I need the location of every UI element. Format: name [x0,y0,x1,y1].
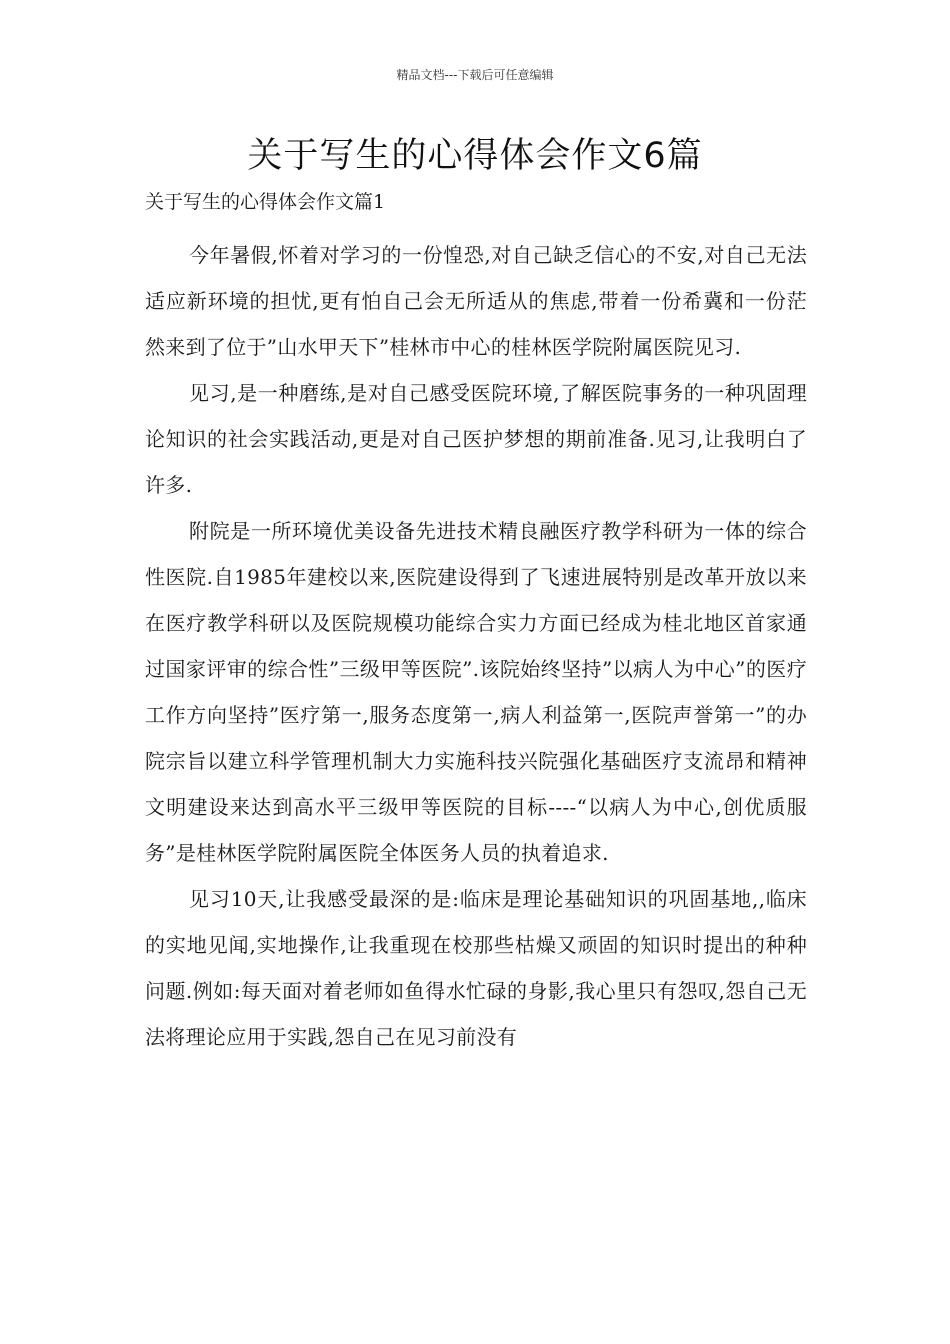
section-heading: 关于写生的心得体会作文篇1 [145,191,386,213]
document-body [145,232,807,1060]
paragraph: 附院是一所环境优美设备先进技术精良融医疗教学科研为一体的综合性医院.自1985年建校以来,医院建设得到了飞速进展特别是改革开放以来在医疗教学科研以及医院规模功能综合实力方面已经成为桂北地区首家通过国家评审的综合性”三级甲等医院”.该院始终坚持”以病人为中心”的医疗工作方向坚持”医疗第一,服务态度第一,病人利益第一,医院声誉第一”的办院宗旨以建立科学管理机制大力实施科技兴院强化基础医疗支流昂和精神文明建设来达到高水平三级甲等医院的目标----“以病人为中心,创优质服务”是桂林医学院附属医院全体医务人员的执着追求. [145,519,807,865]
document-title: 关于写生的心得体会作文6篇 [247,136,703,176]
paragraph: 今年暑假,怀着对学习的一份惶恐,对自己缺乏信心的不安,对自己无法适应新环境的担忧,更有怕自己会无所适从的焦虑,带着一份希冀和一份茫然来到了位于”山水甲天下”桂林市中心的桂林医学院附属医院见习. [145,243,807,359]
header-note: 精品文档---下载后可任意编辑 [396,68,554,82]
paragraph: 见习,是一种磨练,是对自己感受医院环境,了解医院事务的一种巩固理论知识的社会实践活动,更是对自己医护梦想的期前准备.见习,让我明白了许多. [145,381,807,497]
paragraph: 见习10天,让我感受最深的是:临床是理论基础知识的巩固基地,,临床的实地见闻,实地操作,让我重现在校那些枯燥又顽固的知识时提出的种种问题.例如:每天面对着老师如鱼得水忙碌的身影,我心里只有怨叹,怨自己无法将理论应用于实践,怨自己在见习前没有 [145,887,807,1049]
